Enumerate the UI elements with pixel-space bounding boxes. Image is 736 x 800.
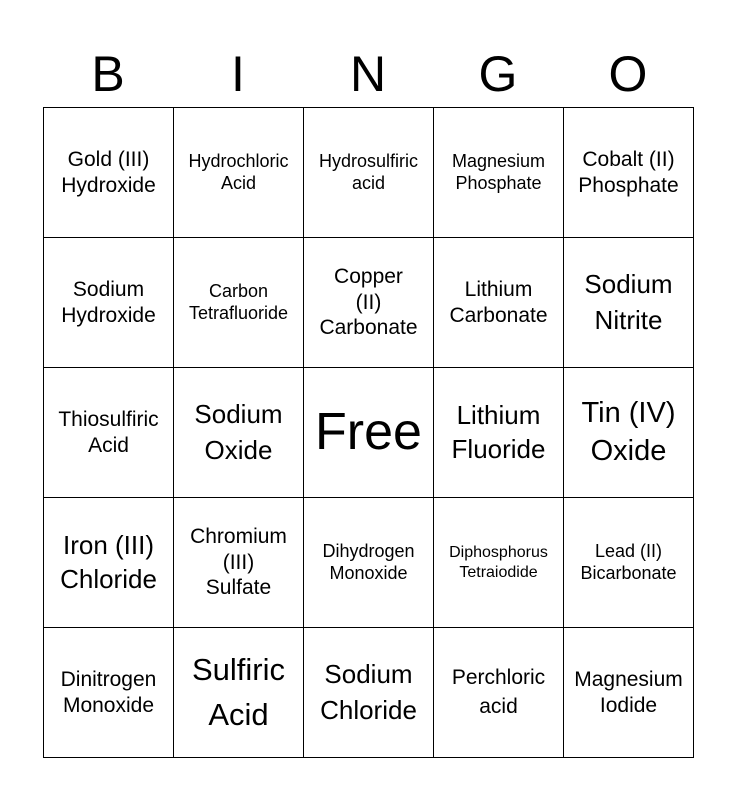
bingo-cell[interactable] [564,238,694,368]
cell-text: Lithium Carbonate [449,277,548,327]
cell-text: Chromium (III) Sulfate [190,525,287,600]
cell-text: Gold (III) Hydroxide [61,147,156,197]
cell-text: Thiosulfiric Acid [58,407,159,457]
bingo-board [43,107,694,758]
header-letter-g: G [478,46,518,102]
cell-text: Tin (IV) Oxide [581,396,676,467]
bingo-header [43,40,693,108]
bingo-cell[interactable] [304,628,434,758]
bingo-cell[interactable] [174,368,304,498]
header-letter-n: N [349,46,387,102]
cell-text: Sodium Nitrite [584,269,673,335]
cell-text: Dinitrogen Monoxide [60,667,157,717]
free-space[interactable] [304,368,434,498]
cell-text: Magnesium Iodide [574,667,683,717]
bingo-cell[interactable] [174,628,304,758]
bingo-cell[interactable] [304,108,434,238]
cell-text: Diphosphorus Tetraiodide [449,543,548,581]
bingo-cell[interactable] [564,628,694,758]
bingo-cell[interactable] [304,238,434,368]
free-space-text: Free [315,402,422,461]
cell-text: Iron (III) Chloride [60,529,157,594]
bingo-cell[interactable] [174,498,304,628]
bingo-cell[interactable] [434,368,564,498]
bingo-cell[interactable] [564,108,694,238]
bingo-cell[interactable] [174,108,304,238]
bingo-cell[interactable] [174,238,304,368]
bingo-cell[interactable] [564,368,694,498]
cell-text: Sulfiric Acid [191,651,285,732]
bingo-cell[interactable] [44,368,174,498]
header-letter-o: O [608,46,648,102]
bingo-cell[interactable] [44,628,174,758]
bingo-cell[interactable] [564,498,694,628]
cell-text: Cobalt (II) Phosphate [578,147,679,197]
bingo-cell[interactable] [434,498,564,628]
bingo-cell[interactable] [304,498,434,628]
bingo-cell[interactable] [44,498,174,628]
cell-text: Carbon Tetrafluoride [188,280,289,323]
cell-text: Hydrochloric Acid [188,150,289,193]
bingo-cell[interactable] [434,238,564,368]
cell-text: Hydrosulfiric acid [318,150,419,193]
cell-text: Lithium Fluoride [451,399,546,464]
cell-text: Perchloric acid [451,666,546,718]
cell-text: Sodium Hydroxide [61,277,156,327]
bingo-cell[interactable] [44,238,174,368]
cell-text: Sodium Chloride [320,659,417,725]
bingo-cell[interactable] [434,108,564,238]
cell-text: Sodium Oxide [194,399,283,465]
header-letter-b: B [91,46,125,102]
header-letter-i: I [231,46,245,102]
bingo-cell[interactable] [434,628,564,758]
cell-text: Lead (II) Bicarbonate [580,540,677,583]
cell-text: Magnesium Phosphate [451,150,546,193]
cell-text: Dihydrogen Monoxide [322,540,415,583]
bingo-cell[interactable] [44,108,174,238]
cell-text: Copper (II) Carbonate [319,265,418,340]
